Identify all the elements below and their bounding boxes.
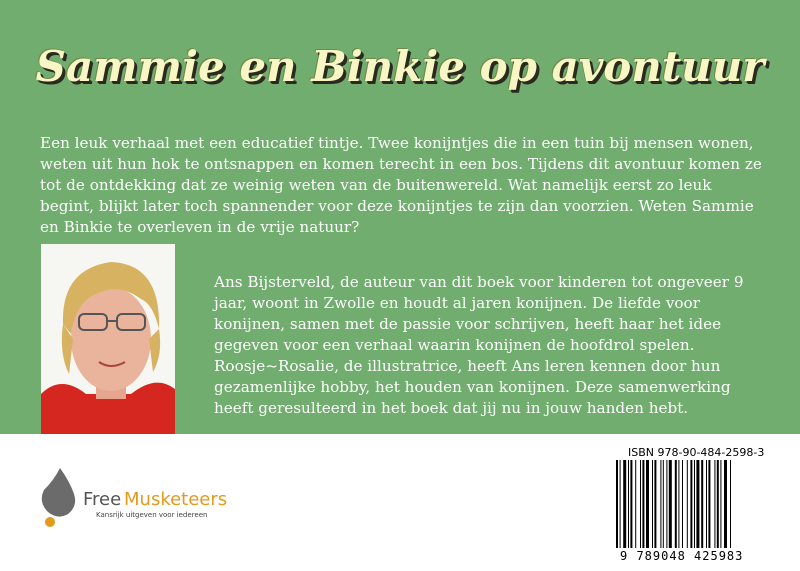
- publisher-name-musketeers: Musketeers: [124, 489, 228, 510]
- publisher-logo-icon: [40, 468, 80, 528]
- publisher-logo: [40, 468, 230, 528]
- isbn-label: ISBN 978-90-484-2598-3: [628, 446, 765, 459]
- publisher-tagline: Kansrijk uitgeven voor iedereen: [96, 511, 208, 519]
- author-photo: [41, 244, 175, 434]
- isbn-barcode: [616, 460, 761, 548]
- bio-illustrator-paragraph: Roosje~Rosalie, de illustratrice, heeft Ans leren kennen door hun gezamenlijke hobby, het houden van konijnen. Deze samenwerking heeft geresulteerd in het boek dat jij nu in jouw handen hebt.: [214, 357, 731, 417]
- intro-text: Een leuk verhaal met een educatief tintje. Twee konijntjes die in een tuin bij mensen wonen, weten uit hun hok te ontsnappen en komen terecht in een bos. Tijdens dit avontuur komen ze tot de ontdekking dat ze weinig weten van de buitenwereld. Wat namelijk eerst zo leuk begint, blijkt later toch spannender voor deze konijntjes te zijn dan voorzien. Weten Sammie en Binkie te overleven in de vrije natuur?: [40, 134, 762, 236]
- bio-author-paragraph: Ans Bijsterveld, de auteur van dit boek voor kinderen tot ongeveer 9 jaar, woont in Zwolle en houdt al jaren konijnen. De liefde voor konijnen, samen met de passie voor schrijven, heeft haar het idee gegeven voor een verhaal waarin konijnen de hoofdrol spelen.: [214, 273, 744, 354]
- book-title: Sammie en Binkie op avontuur: [35, 42, 765, 91]
- publisher-name-free: Free: [83, 489, 122, 510]
- barcode-digits: 9 789048 425983: [620, 549, 744, 563]
- author-bio: [214, 272, 774, 419]
